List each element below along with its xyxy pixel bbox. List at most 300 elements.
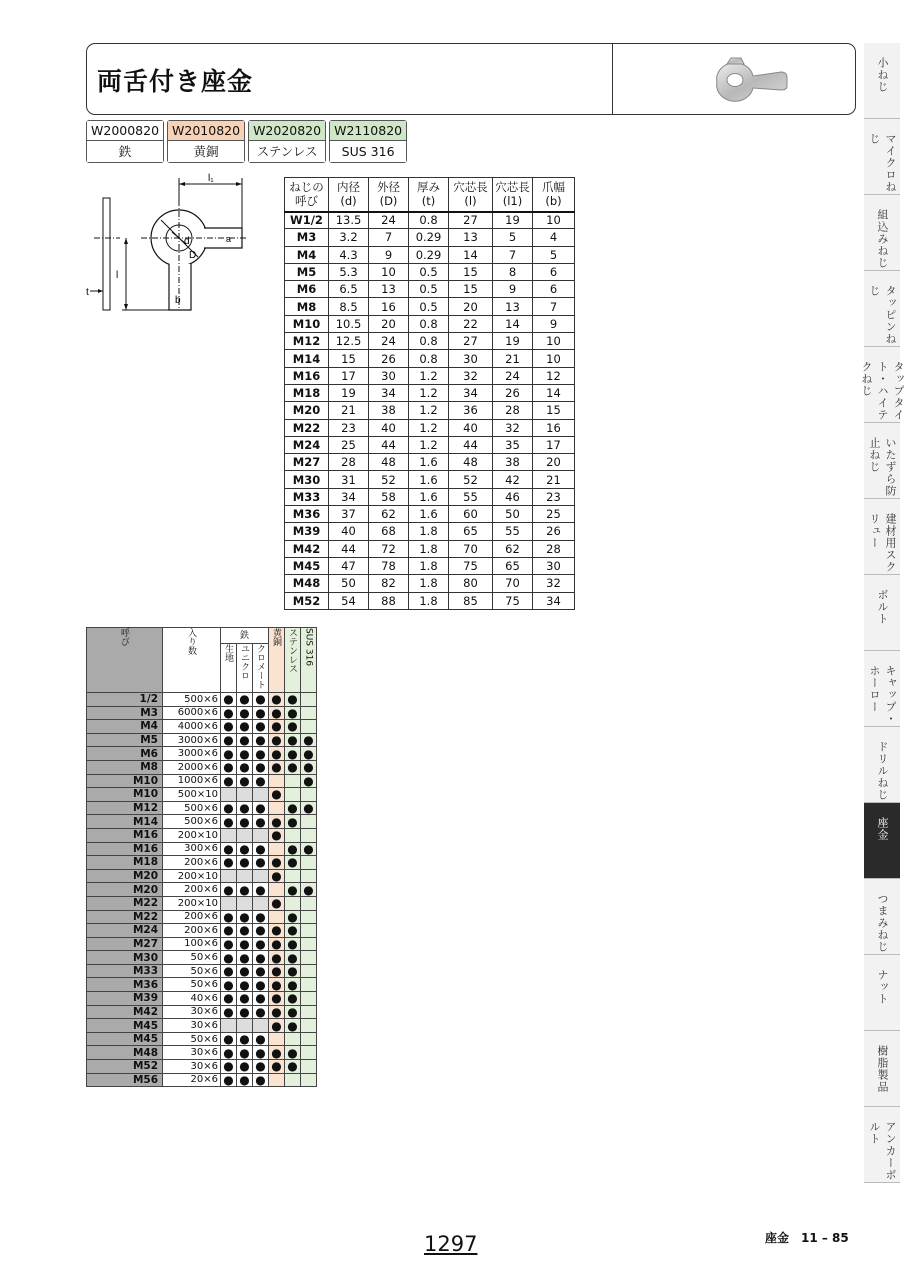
value-cell: 8 [493,263,533,280]
availability-dot: ● [221,733,237,747]
availability-dot: ● [253,747,269,761]
value-cell: 68 [369,523,409,540]
sidebar-tab[interactable] [864,119,900,195]
size-cell: M48 [87,1046,163,1060]
value-cell: 0.8 [409,350,449,367]
value-cell: 42 [493,471,533,488]
availability-dot: ● [221,910,237,924]
size-cell: M5 [285,263,329,280]
value-cell: 55 [493,523,533,540]
value-cell: 4.3 [329,246,369,263]
sidebar-tab-label: 建材用スクリュー [868,513,897,573]
value-cell: 10.5 [329,315,369,332]
value-cell: 9 [369,246,409,263]
value-cell: 0.29 [409,246,449,263]
sidebar-tab-label: つまみねじ [876,893,889,953]
sidebar-tab-label: タッピンねじ [868,285,897,345]
value-cell: 54 [329,592,369,609]
availability-dot: ● [221,1046,237,1060]
availability-empty [301,1046,317,1060]
value-cell: 48 [369,454,409,471]
dimension-table [284,177,575,610]
table-row [285,298,575,315]
availability-dot: ● [221,815,237,829]
size-cell: M16 [285,367,329,384]
value-cell: 13.5 [329,212,369,229]
value-cell: 32 [533,575,575,592]
value-cell: 26 [493,384,533,401]
availability-empty [301,869,317,883]
size-cell: M52 [87,1060,163,1074]
availability-dot: ● [269,760,285,774]
availability-dot: ● [221,856,237,870]
availability-dot: ● [285,801,301,815]
value-cell: 6.5 [329,281,369,298]
availability-dot: ● [269,964,285,978]
value-cell: 15 [329,350,369,367]
sidebar-tab[interactable] [864,955,900,1031]
header-brass: 黄銅 [269,628,285,693]
availability-dot: ● [237,760,253,774]
availability-empty [253,869,269,883]
value-cell: 75 [449,557,493,574]
availability-dot: ● [237,842,253,856]
availability-dot: ● [285,1019,301,1033]
size-cell: M4 [87,720,163,734]
dim-header: 爪幅 (b) [533,178,575,212]
availability-dot: ● [269,788,285,802]
value-cell: 30 [369,367,409,384]
sidebar-tab-label: 座金 [876,817,889,841]
value-cell: 70 [493,575,533,592]
value-cell: 23 [329,419,369,436]
value-cell: 19 [493,212,533,229]
size-cell: M18 [87,856,163,870]
product-code-number: W2020820 [249,121,325,141]
sidebar-tab-label: アンカーボルト [868,1121,897,1181]
quantity-cell: 50×6 [163,1032,221,1046]
sidebar-tab-label: 樹脂製品 [876,1045,889,1093]
availability-dot: ● [253,856,269,870]
availability-dot: ● [285,910,301,924]
size-cell: M36 [285,506,329,523]
sidebar-tab[interactable] [864,1107,900,1183]
value-cell: 35 [493,436,533,453]
sidebar-tab[interactable] [864,651,900,727]
value-cell: 0.8 [409,212,449,229]
availability-dot: ● [253,992,269,1006]
value-cell: 15 [449,281,493,298]
availability-empty [301,1019,317,1033]
sidebar-tab[interactable] [860,347,905,423]
quantity-cell: 3000×6 [163,733,221,747]
label-l1: l₁ [208,173,214,184]
availability-empty [253,1019,269,1033]
quantity-cell: 50×6 [163,951,221,965]
table-row [87,693,317,707]
value-cell: 44 [329,540,369,557]
availability-dot: ● [221,964,237,978]
value-cell: 1.8 [409,575,449,592]
availability-dot: ● [269,951,285,965]
availability-empty [285,869,301,883]
value-cell: 4 [533,229,575,246]
availability-empty [221,828,237,842]
value-cell: 62 [493,540,533,557]
label-l: l [116,270,119,281]
size-cell: M27 [87,937,163,951]
sidebar-tab[interactable] [864,423,900,499]
availability-dot: ● [221,883,237,897]
table-row [87,720,317,734]
value-cell: 34 [449,384,493,401]
value-cell: 10 [369,263,409,280]
dim-header: 厚み (t) [409,178,449,212]
size-cell: M4 [285,246,329,263]
size-cell: M42 [285,540,329,557]
size-cell: M52 [285,592,329,609]
svg-text:a: a [226,234,232,244]
value-cell: 28 [493,402,533,419]
table-row [87,706,317,720]
availability-dot: ● [285,706,301,720]
value-cell: 9 [493,281,533,298]
size-cell: M22 [285,419,329,436]
sidebar-tab[interactable] [864,499,900,575]
availability-dot: ● [221,992,237,1006]
value-cell: 12.5 [329,333,369,350]
dim-header: 外径 (D) [369,178,409,212]
size-cell: M36 [87,978,163,992]
quantity-cell: 200×6 [163,883,221,897]
product-code-material: SUS 316 [330,141,406,162]
availability-dot: ● [253,1060,269,1074]
availability-dot: ● [253,1073,269,1087]
availability-dot: ● [237,924,253,938]
value-cell: 44 [369,436,409,453]
availability-dot: ● [221,801,237,815]
size-cell: M16 [87,842,163,856]
value-cell: 3.2 [329,229,369,246]
table-row [87,951,317,965]
availability-dot: ● [237,801,253,815]
availability-dot: ● [221,720,237,734]
quantity-cell: 40×6 [163,992,221,1006]
page-number: 1297 [424,1232,478,1256]
availability-dot: ● [269,720,285,734]
value-cell: 10 [533,333,575,350]
availability-dot: ● [269,733,285,747]
size-cell: M27 [285,454,329,471]
value-cell: 19 [493,333,533,350]
quantity-cell: 30×6 [163,1019,221,1033]
value-cell: 24 [369,333,409,350]
availability-empty [237,788,253,802]
product-code-material: 鉄 [87,141,163,162]
quantity-cell: 3000×6 [163,747,221,761]
availability-empty [301,1032,317,1046]
quantity-cell: 200×6 [163,924,221,938]
value-cell: 14 [449,246,493,263]
table-row [285,212,575,229]
size-cell: M42 [87,1005,163,1019]
product-code-2 [167,120,245,163]
availability-dot: ● [253,964,269,978]
availability-dot: ● [269,706,285,720]
table-row [87,774,317,788]
value-cell: 30 [449,350,493,367]
availability-dot: ● [253,978,269,992]
value-cell: 58 [369,488,409,505]
availability-dot: ● [221,693,237,707]
availability-dot: ● [253,937,269,951]
value-cell: 7 [369,229,409,246]
availability-dot: ● [285,693,301,707]
value-cell: 24 [493,367,533,384]
table-row [285,333,575,350]
size-cell: M48 [285,575,329,592]
value-cell: 13 [449,229,493,246]
value-cell: 5 [493,229,533,246]
sidebar-tab[interactable] [864,271,900,347]
availability-empty [285,774,301,788]
table-row [285,350,575,367]
value-cell: 25 [533,506,575,523]
sidebar-tab[interactable] [864,1031,900,1107]
value-cell: 9 [533,315,575,332]
availability-dot: ● [253,1032,269,1046]
availability-dot: ● [237,720,253,734]
value-cell: 65 [449,523,493,540]
availability-dot: ● [253,924,269,938]
table-row [285,263,575,280]
product-code-number: W2110820 [330,121,406,141]
value-cell: 13 [369,281,409,298]
value-cell: 8.5 [329,298,369,315]
value-cell: 27 [449,333,493,350]
table-row [285,246,575,263]
quantity-cell: 50×6 [163,964,221,978]
table-row [87,788,317,802]
availability-dot: ● [253,1046,269,1060]
availability-dot: ● [253,760,269,774]
quantity-cell: 2000×6 [163,760,221,774]
availability-dot: ● [301,733,317,747]
availability-empty [301,951,317,965]
availability-dot: ● [301,760,317,774]
value-cell: 52 [449,471,493,488]
value-cell: 16 [533,419,575,436]
product-code-material: 黄銅 [168,141,244,162]
availability-empty [253,788,269,802]
availability-empty [301,720,317,734]
value-cell: 26 [533,523,575,540]
value-cell: 46 [493,488,533,505]
sidebar-tab-label: ナット [876,969,889,1005]
size-cell: M10 [285,315,329,332]
quantity-cell: 300×6 [163,842,221,856]
value-cell: 21 [329,402,369,419]
value-cell: 50 [329,575,369,592]
availability-empty [301,1060,317,1074]
availability-dot: ● [237,1046,253,1060]
table-row [285,488,575,505]
availability-dot: ● [269,992,285,1006]
value-cell: 0.8 [409,315,449,332]
availability-empty [269,1073,285,1087]
availability-dot: ● [269,693,285,707]
value-cell: 40 [329,523,369,540]
table-row [87,1032,317,1046]
product-code-number: W2010820 [168,121,244,141]
page-title: 両舌付き座金 [97,67,254,96]
header-sus316: SUS 316 [301,628,317,693]
sidebar-tab[interactable] [864,727,900,803]
value-cell: 48 [449,454,493,471]
availability-empty [221,896,237,910]
table-row [285,523,575,540]
value-cell: 14 [493,315,533,332]
product-code-3 [248,120,326,163]
size-cell: M14 [285,350,329,367]
availability-empty [301,788,317,802]
size-cell: M24 [87,924,163,938]
availability-dot: ● [253,720,269,734]
value-cell: 28 [533,540,575,557]
value-cell: 10 [533,212,575,229]
quantity-cell: 500×6 [163,815,221,829]
value-cell: 0.5 [409,298,449,315]
availability-dot: ● [237,910,253,924]
sidebar-tab[interactable] [864,575,900,651]
table-row [285,402,575,419]
category-sidebar [860,43,905,1183]
availability-dot: ● [221,706,237,720]
availability-dot: ● [237,937,253,951]
availability-dot: ● [301,801,317,815]
sidebar-tab-label: いたずら防止ねじ [868,437,897,497]
value-cell: 50 [493,506,533,523]
value-cell: 62 [369,506,409,523]
size-cell: M3 [87,706,163,720]
quantity-cell: 100×6 [163,937,221,951]
table-row [87,937,317,951]
size-cell: M18 [285,384,329,401]
availability-empty [301,856,317,870]
availability-dot: ● [221,1032,237,1046]
sidebar-tab[interactable] [864,195,900,271]
value-cell: 17 [533,436,575,453]
value-cell: 55 [449,488,493,505]
availability-dot: ● [301,883,317,897]
table-row [285,575,575,592]
value-cell: 16 [369,298,409,315]
size-cell: M20 [87,869,163,883]
availability-dot: ● [221,842,237,856]
table-row [87,1019,317,1033]
availability-dot: ● [221,937,237,951]
table-row [87,896,317,910]
table-row [285,454,575,471]
value-cell: 1.6 [409,506,449,523]
value-cell: 32 [449,367,493,384]
availability-dot: ● [253,883,269,897]
availability-empty [285,1073,301,1087]
value-cell: 1.8 [409,592,449,609]
availability-empty [269,910,285,924]
availability-dot: ● [237,1032,253,1046]
value-cell: 38 [493,454,533,471]
value-cell: 6 [533,281,575,298]
availability-dot: ● [253,733,269,747]
header-iron-raw: 生地 [221,644,237,693]
availability-dot: ● [301,747,317,761]
sidebar-tab-label: ボルト [876,589,889,625]
value-cell: 19 [329,384,369,401]
availability-dot: ● [285,883,301,897]
table-row [285,540,575,557]
value-cell: 27 [449,212,493,229]
value-cell: 65 [493,557,533,574]
table-row [87,978,317,992]
availability-empty [301,706,317,720]
table-row [285,384,575,401]
availability-dot: ● [285,733,301,747]
availability-dot: ● [253,774,269,788]
availability-empty [301,924,317,938]
sidebar-tab-label: タップタイト・ハイテクねじ [860,361,905,421]
availability-dot: ● [237,1005,253,1019]
availability-dot: ● [253,815,269,829]
label-b: b [175,295,181,306]
value-cell: 21 [493,350,533,367]
availability-dot: ● [253,951,269,965]
availability-dot: ● [269,978,285,992]
availability-dot: ● [285,815,301,829]
availability-dot: ● [269,828,285,842]
availability-empty [221,1019,237,1033]
label-t: t [86,287,89,298]
sidebar-tab[interactable] [864,43,900,119]
value-cell: 31 [329,471,369,488]
size-cell: M6 [87,747,163,761]
availability-dot: ● [237,856,253,870]
dim-header: 内径 (d) [329,178,369,212]
availability-dot: ● [253,910,269,924]
size-cell: M6 [285,281,329,298]
product-codes [86,120,407,163]
quantity-cell: 30×6 [163,1046,221,1060]
availability-dot: ● [237,992,253,1006]
availability-dot: ● [221,1060,237,1074]
availability-empty [301,992,317,1006]
availability-empty [301,693,317,707]
table-row [285,315,575,332]
sidebar-tab[interactable] [864,879,900,955]
availability-empty [269,842,285,856]
table-row [87,828,317,842]
value-cell: 17 [329,367,369,384]
sidebar-tab[interactable] [864,803,900,879]
value-cell: 1.2 [409,402,449,419]
availability-dot: ● [237,883,253,897]
header-stainless: ステンレス [285,628,301,693]
table-row [87,747,317,761]
value-cell: 32 [493,419,533,436]
table-row [87,760,317,774]
table-row [285,557,575,574]
availability-dot: ● [269,747,285,761]
